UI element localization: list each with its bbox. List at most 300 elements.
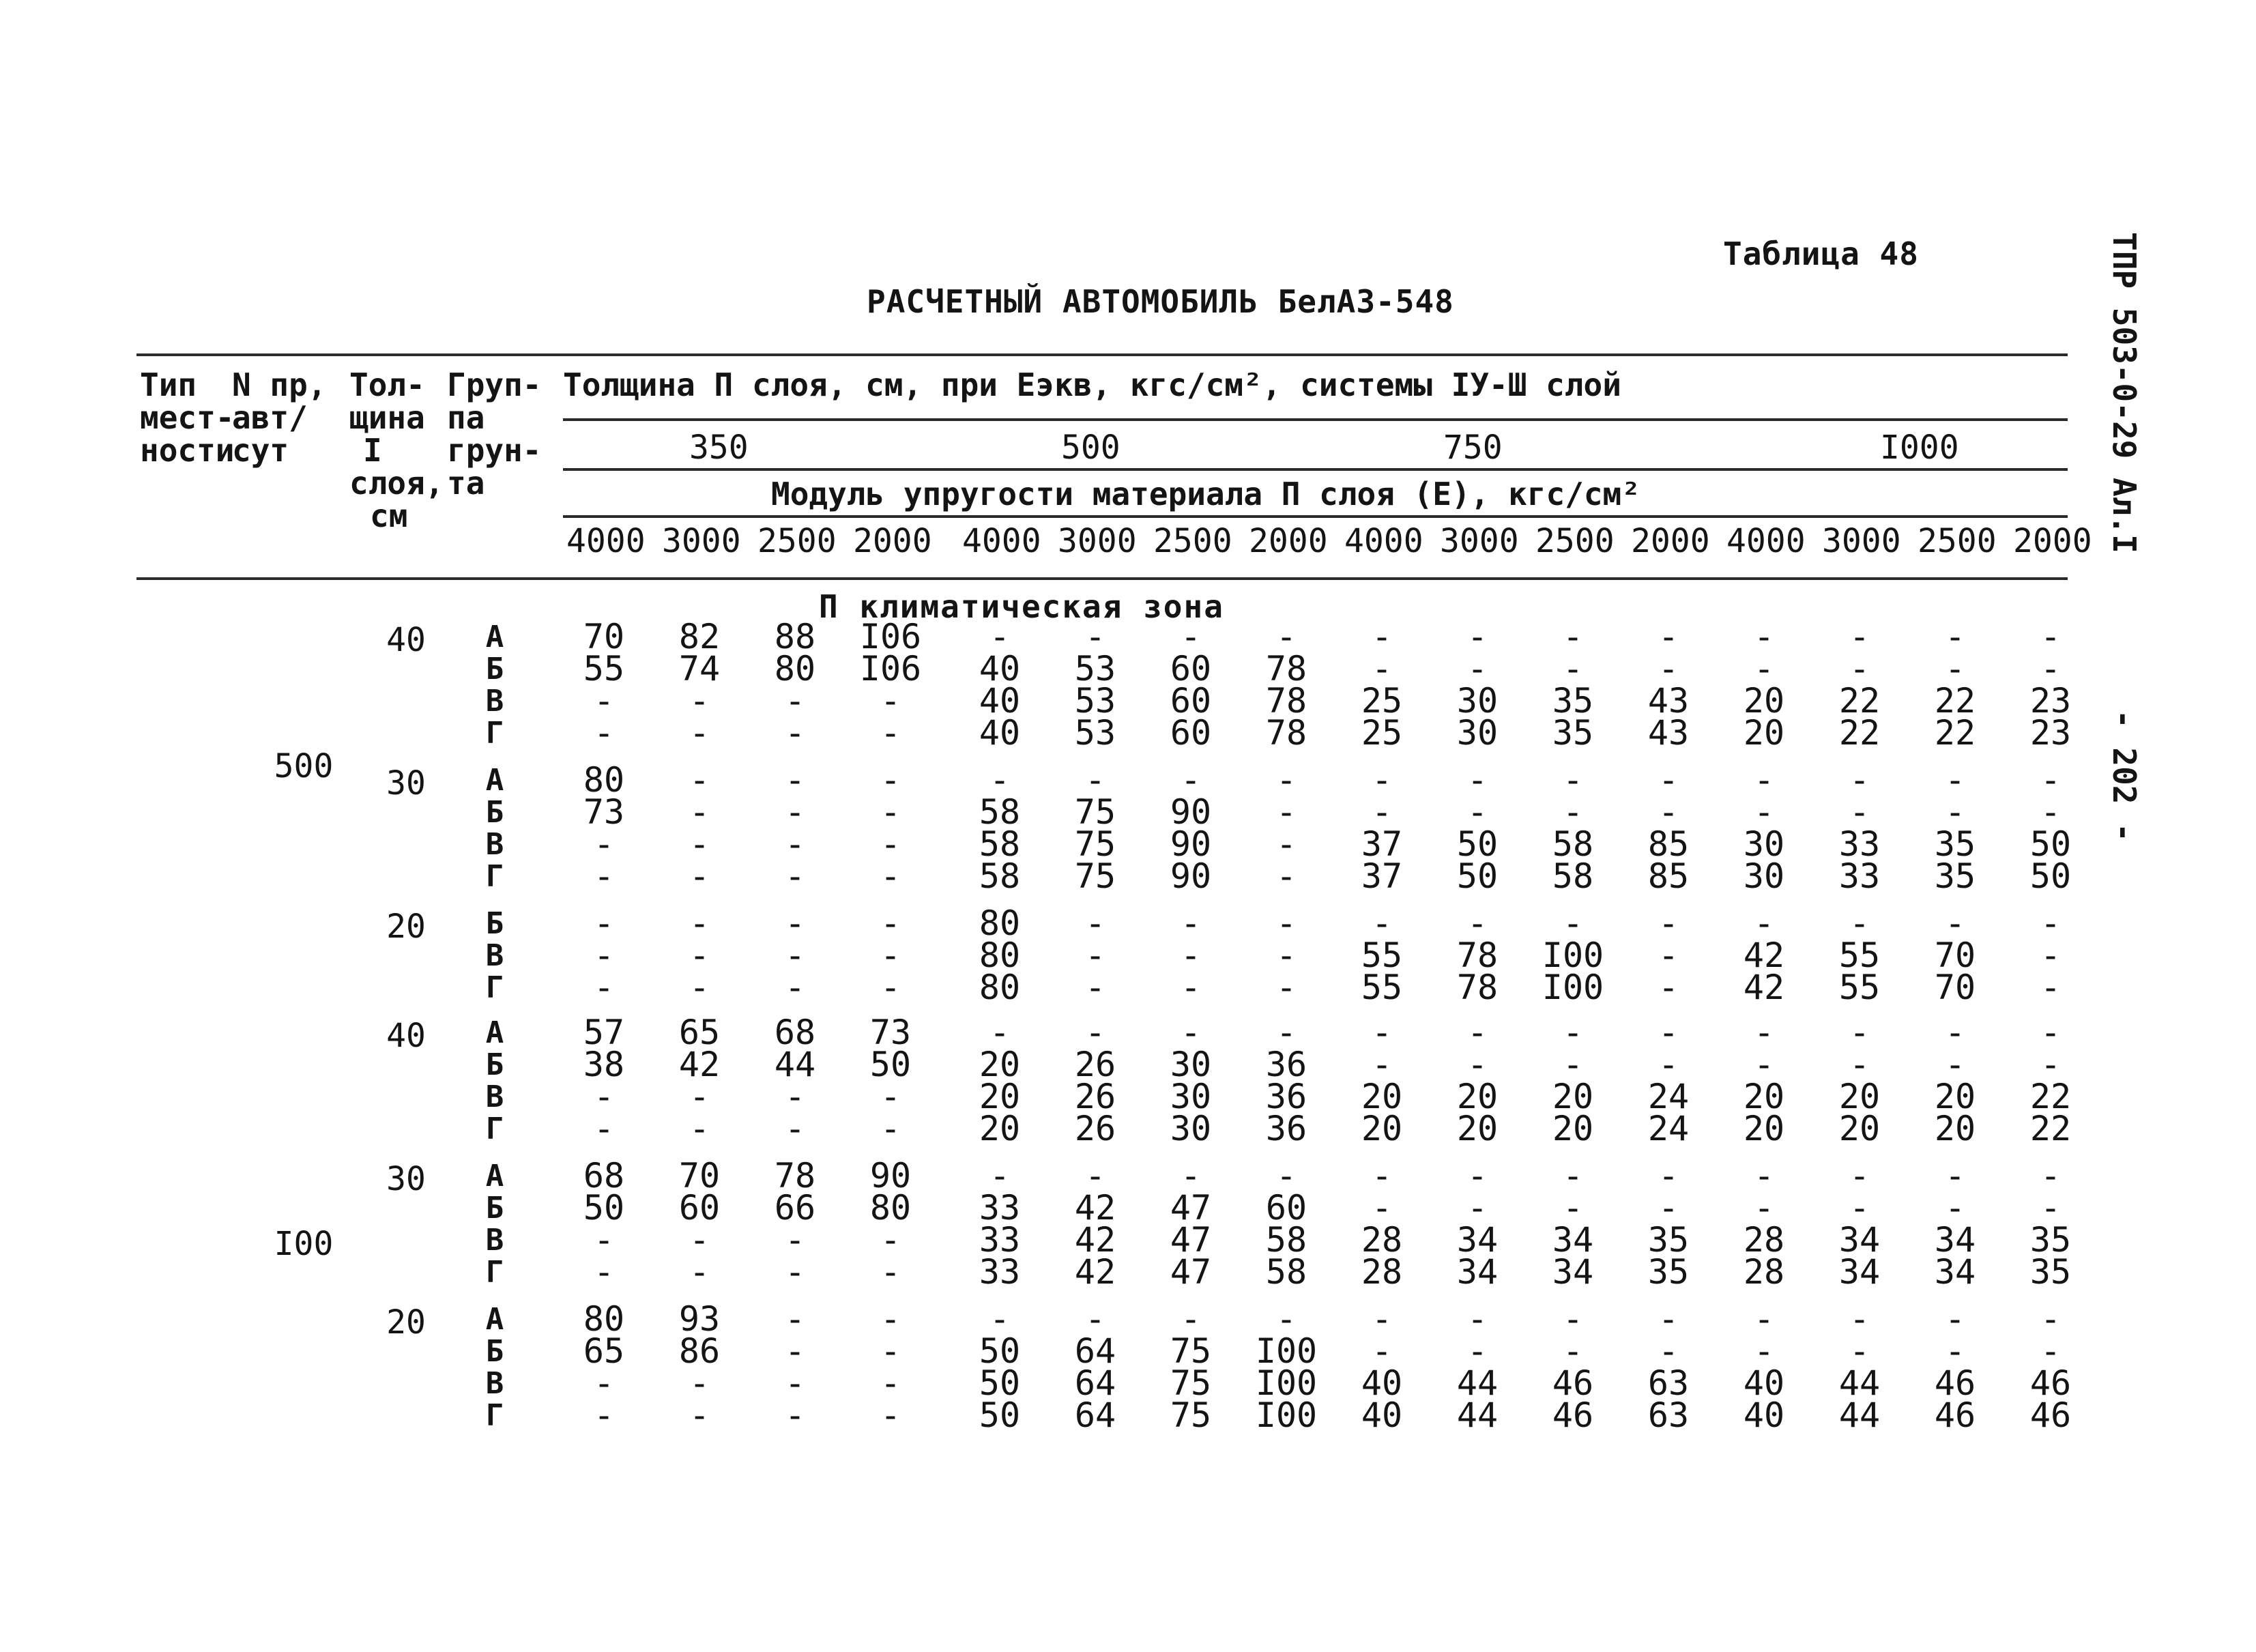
table-cell: 78 [1456, 936, 1499, 975]
table-cell: 40 [1743, 1395, 1785, 1435]
table-cell: 44 [774, 1045, 816, 1084]
table-cell: 30 [1170, 1045, 1212, 1084]
table-cell: - [784, 824, 806, 864]
table-cell: - [593, 1363, 615, 1403]
eekv-1000: I000 [1880, 429, 1959, 467]
soil-group: Г [485, 970, 504, 1005]
soil-group: В [485, 827, 504, 862]
table-cell: 50 [2029, 856, 2072, 896]
table-cell: - [1180, 1299, 1202, 1339]
table-cell: 20 [979, 1109, 1021, 1148]
table-cell: - [1371, 1188, 1393, 1228]
e-value-header: 4000 [1344, 522, 1423, 560]
table-cell: - [1944, 1045, 1966, 1084]
soil-group: А [485, 1302, 504, 1337]
soil-group: Б [485, 1334, 504, 1369]
table-cell: - [1466, 1045, 1488, 1084]
table-cell: 30 [1743, 856, 1785, 896]
table-cell: - [593, 681, 615, 721]
header-traffic: N пр, авт/ сут [232, 366, 327, 469]
table-cell: - [1466, 760, 1488, 800]
table-cell: - [880, 968, 901, 1007]
table-cell: - [593, 1252, 615, 1292]
table-cell: 37 [1361, 856, 1403, 896]
table-cell: 78 [1265, 713, 1307, 753]
table-cell: 64 [1074, 1363, 1116, 1403]
table-cell: 63 [1647, 1395, 1690, 1435]
table-cell: - [1753, 1045, 1775, 1084]
table-cell: - [784, 1252, 806, 1292]
table-cell: - [1371, 792, 1393, 832]
table-cell: - [1849, 903, 1870, 943]
table-cell: - [1562, 1299, 1584, 1339]
table-cell: - [689, 903, 710, 943]
table-cell: - [689, 760, 710, 800]
layer-thickness: 30 [386, 764, 426, 802]
table-cell: 53 [1074, 713, 1116, 753]
table-cell: 42 [1743, 936, 1785, 975]
table-cell: 55 [1838, 936, 1881, 975]
table-cell: 78 [1265, 681, 1307, 721]
table-cell: - [1084, 1013, 1106, 1052]
table-cell: - [784, 903, 806, 943]
table-cell: 50 [583, 1188, 625, 1228]
table-cell: - [689, 1252, 710, 1292]
table-cell: - [989, 617, 1011, 656]
traffic-value: I00 [274, 1225, 334, 1263]
table-cell: 88 [774, 617, 816, 656]
e-value-header: 2500 [1153, 522, 1232, 560]
table-cell: 60 [678, 1188, 721, 1228]
table-cell: - [1944, 1331, 1966, 1371]
table-cell: - [784, 1363, 806, 1403]
e-value-header: 2500 [757, 522, 837, 560]
page-title: РАСЧЕТНЫЙ АВТОМОБИЛЬ БелАЗ-548 [867, 283, 1454, 320]
header-type: Тип мест- ности [140, 366, 235, 469]
table-cell: 20 [1934, 1109, 1976, 1148]
table-cell: 22 [2029, 1109, 2072, 1148]
layer-thickness: 40 [386, 1017, 426, 1055]
table-cell: - [593, 713, 615, 753]
e-value-header: 2500 [1918, 522, 1997, 560]
table-cell: 58 [1265, 1220, 1307, 1260]
table-cell: - [2040, 936, 2062, 975]
table-cell: - [1466, 1331, 1488, 1371]
table-cell: - [880, 792, 901, 832]
table-cell: 30 [1170, 1109, 1212, 1148]
table-cell: 42 [1743, 968, 1785, 1007]
table-cell: 25 [1361, 713, 1403, 753]
table-cell: - [593, 936, 615, 975]
table-cell: - [2040, 1299, 2062, 1339]
table-cell: 35 [1934, 856, 1976, 896]
table-cell: - [784, 760, 806, 800]
table-cell: - [784, 1220, 806, 1260]
layer-thickness: 20 [386, 1303, 426, 1342]
table-cell: 20 [1456, 1109, 1499, 1148]
table-cell: 28 [1361, 1220, 1403, 1260]
table-cell: 75 [1170, 1363, 1212, 1403]
table-cell: 33 [979, 1252, 1021, 1292]
table-cell: 26 [1074, 1109, 1116, 1148]
table-cell: - [1944, 1013, 1966, 1052]
table-cell: - [2040, 1013, 2062, 1052]
table-cell: 34 [1456, 1252, 1499, 1292]
table-cell: - [1562, 760, 1584, 800]
e-value-header: 3000 [1058, 522, 1137, 560]
table-cell: - [1658, 968, 1679, 1007]
table-cell: - [1658, 1013, 1679, 1052]
table-cell: 20 [1838, 1077, 1881, 1116]
table-cell: 42 [1074, 1188, 1116, 1228]
table-cell: - [1466, 649, 1488, 689]
e-value-header: 2000 [853, 522, 932, 560]
table-cell: 68 [583, 1156, 625, 1195]
header-soil-group: Груп- па грун- та [447, 366, 542, 502]
soil-group: В [485, 1079, 504, 1114]
table-cell: 90 [1170, 856, 1212, 896]
table-cell: - [1562, 903, 1584, 943]
table-cell: 22 [1838, 681, 1881, 721]
table-cell: - [689, 1109, 710, 1148]
table-cell: 60 [1265, 1188, 1307, 1228]
header-top-rule [136, 353, 2068, 356]
table-cell: - [1084, 903, 1106, 943]
e-value-header: 2000 [1249, 522, 1328, 560]
table-cell: I00 [1542, 968, 1604, 1007]
table-cell: - [689, 1077, 710, 1116]
table-cell: 40 [979, 649, 1021, 689]
table-cell: 86 [678, 1331, 721, 1371]
table-cell: 22 [2029, 1077, 2072, 1116]
table-cell: - [593, 824, 615, 864]
table-cell: - [1466, 1188, 1488, 1228]
table-cell: 20 [979, 1077, 1021, 1116]
table-cell: - [1944, 1156, 1966, 1195]
table-cell: - [2040, 1188, 2062, 1228]
table-cell: - [1849, 1156, 1870, 1195]
table-cell: 70 [1934, 968, 1976, 1007]
table-cell: - [1562, 617, 1584, 656]
table-cell: 60 [1170, 649, 1212, 689]
table-cell: - [1944, 760, 1966, 800]
table-cell: - [2040, 760, 2062, 800]
table-cell: 25 [1361, 681, 1403, 721]
table-cell: 58 [979, 856, 1021, 896]
table-cell: - [1371, 1156, 1393, 1195]
table-cell: - [880, 856, 901, 896]
e-values-rule [563, 515, 2068, 518]
table-cell: 42 [1074, 1220, 1116, 1260]
table-cell: 57 [583, 1013, 625, 1052]
table-cell: 35 [1552, 681, 1594, 721]
table-cell: 20 [1743, 681, 1785, 721]
table-cell: - [1371, 1013, 1393, 1052]
table-cell: 55 [1838, 968, 1881, 1007]
table-cell: 34 [1934, 1252, 1976, 1292]
table-cell: - [1466, 792, 1488, 832]
soil-group: Б [485, 652, 504, 686]
soil-group: Г [485, 1255, 504, 1290]
table-cell: - [1562, 649, 1584, 689]
table-cell: 64 [1074, 1331, 1116, 1371]
table-cell: 20 [979, 1045, 1021, 1084]
table-cell: - [1371, 617, 1393, 656]
soil-group: В [485, 938, 504, 973]
table-cell: - [1180, 968, 1202, 1007]
soil-group: Б [485, 1047, 504, 1082]
table-cell: - [1180, 936, 1202, 975]
table-cell: - [593, 1109, 615, 1148]
table-cell: - [880, 824, 901, 864]
table-cell: 34 [1838, 1252, 1881, 1292]
soil-group: А [485, 1015, 504, 1050]
table-cell: 22 [1838, 713, 1881, 753]
table-cell: - [784, 1331, 806, 1371]
table-cell: 50 [979, 1395, 1021, 1435]
table-cell: - [1180, 1156, 1202, 1195]
table-cell: 46 [1934, 1363, 1976, 1403]
table-cell: - [2040, 792, 2062, 832]
table-cell: - [1658, 1299, 1679, 1339]
table-cell: 35 [1934, 824, 1976, 864]
header-bottom-rule [136, 577, 2068, 580]
table-cell: 33 [979, 1188, 1021, 1228]
soil-group: Б [485, 1191, 504, 1226]
eekv-350: 350 [689, 429, 749, 467]
table-cell: 34 [1934, 1220, 1976, 1260]
table-cell: - [1275, 617, 1297, 656]
table-cell: 33 [1838, 856, 1881, 896]
table-cell: 26 [1074, 1077, 1116, 1116]
table-cell: 40 [979, 713, 1021, 753]
table-cell: 50 [2029, 824, 2072, 864]
table-cell: 35 [2029, 1252, 2072, 1292]
table-cell: 30 [1456, 713, 1499, 753]
table-cell: 28 [1743, 1252, 1785, 1292]
table-cell: 58 [1552, 856, 1594, 896]
table-cell: 85 [1647, 856, 1690, 896]
table-cell: 42 [678, 1045, 721, 1084]
table-cell: 65 [583, 1331, 625, 1371]
table-cell: - [1658, 617, 1679, 656]
table-cell: 68 [774, 1013, 816, 1052]
e-value-header: 4000 [566, 522, 646, 560]
table-cell: - [1849, 1045, 1870, 1084]
e-value-header: 3000 [1822, 522, 1901, 560]
table-cell: 70 [583, 617, 625, 656]
table-cell: - [2040, 1045, 2062, 1084]
table-cell: 80 [979, 936, 1021, 975]
table-cell: - [1944, 617, 1966, 656]
table-cell: 23 [2029, 713, 2072, 753]
layer-thickness: 40 [386, 621, 426, 659]
table-cell: - [1466, 903, 1488, 943]
table-cell: - [1371, 649, 1393, 689]
table-cell: 47 [1170, 1220, 1212, 1260]
table-cell: - [1466, 1299, 1488, 1339]
soil-group: Г [485, 859, 504, 894]
table-cell: - [1275, 936, 1297, 975]
table-cell: 37 [1361, 824, 1403, 864]
table-cell: - [1180, 760, 1202, 800]
table-cell: 34 [1552, 1252, 1594, 1292]
soil-group: Г [485, 1112, 504, 1146]
table-cell: - [1275, 792, 1297, 832]
e-value-header: 4000 [1726, 522, 1806, 560]
table-cell: 50 [1456, 856, 1499, 896]
eekv-750: 750 [1443, 429, 1503, 467]
table-cell: - [593, 1395, 615, 1435]
table-cell: 36 [1265, 1045, 1307, 1084]
table-cell: - [989, 1013, 1011, 1052]
table-cell: 46 [2029, 1363, 2072, 1403]
table-cell: 70 [678, 1156, 721, 1195]
table-cell: 23 [2029, 681, 2072, 721]
e-value-header: 3000 [662, 522, 741, 560]
table-cell: 90 [1170, 824, 1212, 864]
table-cell: - [1466, 1156, 1488, 1195]
header-thickness: Тол- щина I слоя, см [349, 366, 444, 534]
table-cell: 34 [1456, 1220, 1499, 1260]
table-cell: - [1562, 1013, 1584, 1052]
soil-group: В [485, 1366, 504, 1401]
table-cell: - [880, 1395, 901, 1435]
table-cell: 80 [869, 1188, 912, 1228]
table-cell: 22 [1934, 713, 1976, 753]
table-cell: - [2040, 617, 2062, 656]
table-cell: - [1849, 617, 1870, 656]
table-cell: - [593, 1220, 615, 1260]
table-cell: - [1658, 903, 1679, 943]
table-cell: - [1944, 1299, 1966, 1339]
table-cell: - [989, 1299, 1011, 1339]
table-cell: 35 [1647, 1220, 1690, 1260]
table-cell: 75 [1074, 856, 1116, 896]
table-cell: 90 [1170, 792, 1212, 832]
table-cell: 80 [979, 903, 1021, 943]
table-cell: - [1084, 968, 1106, 1007]
modulus-rule [563, 468, 2068, 471]
table-cell: I00 [1255, 1395, 1318, 1435]
table-cell: - [1275, 903, 1297, 943]
table-cell: - [2040, 903, 2062, 943]
table-cell: - [880, 681, 901, 721]
table-cell: - [1562, 792, 1584, 832]
table-cell: - [2040, 1156, 2062, 1195]
table-cell: 60 [1170, 713, 1212, 753]
table-cell: 53 [1074, 681, 1116, 721]
table-cell: 78 [1265, 649, 1307, 689]
table-cell: - [1849, 1188, 1870, 1228]
table-cell: - [1658, 1331, 1679, 1371]
table-cell: - [1371, 1299, 1393, 1339]
table-cell: 46 [1552, 1363, 1594, 1403]
doc-code: ТПР 503-0-29 Ал.I [2106, 232, 2143, 553]
table-cell: 75 [1074, 792, 1116, 832]
table-cell: - [1944, 903, 1966, 943]
table-cell: 85 [1647, 824, 1690, 864]
table-cell: 24 [1647, 1077, 1690, 1116]
soil-group: Г [485, 1398, 504, 1433]
table-cell: 20 [1552, 1109, 1594, 1148]
table-cell: - [1944, 792, 1966, 832]
table-cell: - [1658, 649, 1679, 689]
table-cell: 55 [1361, 936, 1403, 975]
table-cell: - [689, 968, 710, 1007]
table-cell: - [1849, 760, 1870, 800]
soil-group: Б [485, 795, 504, 830]
table-cell: - [1084, 617, 1106, 656]
table-cell: 20 [1361, 1077, 1403, 1116]
table-cell: 58 [979, 824, 1021, 864]
table-cell: - [1084, 936, 1106, 975]
table-cell: - [593, 968, 615, 1007]
layer-thickness: 30 [386, 1160, 426, 1198]
soil-group: А [485, 763, 504, 798]
table-cell: 55 [1361, 968, 1403, 1007]
soil-group: В [485, 684, 504, 719]
e-value-header: 3000 [1440, 522, 1519, 560]
table-cell: 44 [1456, 1363, 1499, 1403]
table-cell: - [1275, 1156, 1297, 1195]
table-cell: 24 [1647, 1109, 1690, 1148]
table-cell: 20 [1361, 1109, 1403, 1148]
table-cell: - [689, 824, 710, 864]
table-cell: 58 [979, 792, 1021, 832]
table-cell: 64 [1074, 1395, 1116, 1435]
table-cell: - [593, 1077, 615, 1116]
table-cell: - [1658, 1045, 1679, 1084]
table-cell: - [689, 1363, 710, 1403]
table-cell: - [784, 1299, 806, 1339]
e-value-header: 2000 [2013, 522, 2092, 560]
table-cell: 20 [1838, 1109, 1881, 1148]
table-cell: I00 [1255, 1331, 1318, 1371]
table-cell: - [1753, 617, 1775, 656]
table-cell: - [784, 681, 806, 721]
table-cell: I00 [1255, 1363, 1318, 1403]
table-cell: 50 [869, 1045, 912, 1084]
table-cell: - [689, 936, 710, 975]
table-cell: 34 [1838, 1220, 1881, 1260]
table-cell: - [1849, 1299, 1870, 1339]
soil-group: Г [485, 716, 504, 751]
table-cell: 36 [1265, 1109, 1307, 1148]
table-cell: - [1466, 1013, 1488, 1052]
table-cell: 28 [1361, 1252, 1403, 1292]
table-cell: - [689, 856, 710, 896]
table-cell: - [1753, 1299, 1775, 1339]
table-cell: 60 [1170, 681, 1212, 721]
table-cell: 20 [1456, 1077, 1499, 1116]
table-cell: - [1753, 649, 1775, 689]
table-cell: 46 [1934, 1395, 1976, 1435]
table-cell: - [784, 856, 806, 896]
table-cell: 40 [1743, 1363, 1785, 1403]
table-cell: - [1275, 856, 1297, 896]
table-cell: - [1753, 1188, 1775, 1228]
table-cell: I06 [859, 649, 922, 689]
header-modulus: Модуль упругости материала П слоя (Е), кгс/см² [771, 476, 1640, 512]
table-label: Таблица 48 [1723, 235, 1919, 272]
table-cell: 30 [1170, 1077, 1212, 1116]
table-cell: - [2040, 968, 2062, 1007]
table-cell: - [1275, 1299, 1297, 1339]
table-cell: 55 [583, 649, 625, 689]
table-cell: - [1084, 760, 1106, 800]
table-cell: 35 [1552, 713, 1594, 753]
